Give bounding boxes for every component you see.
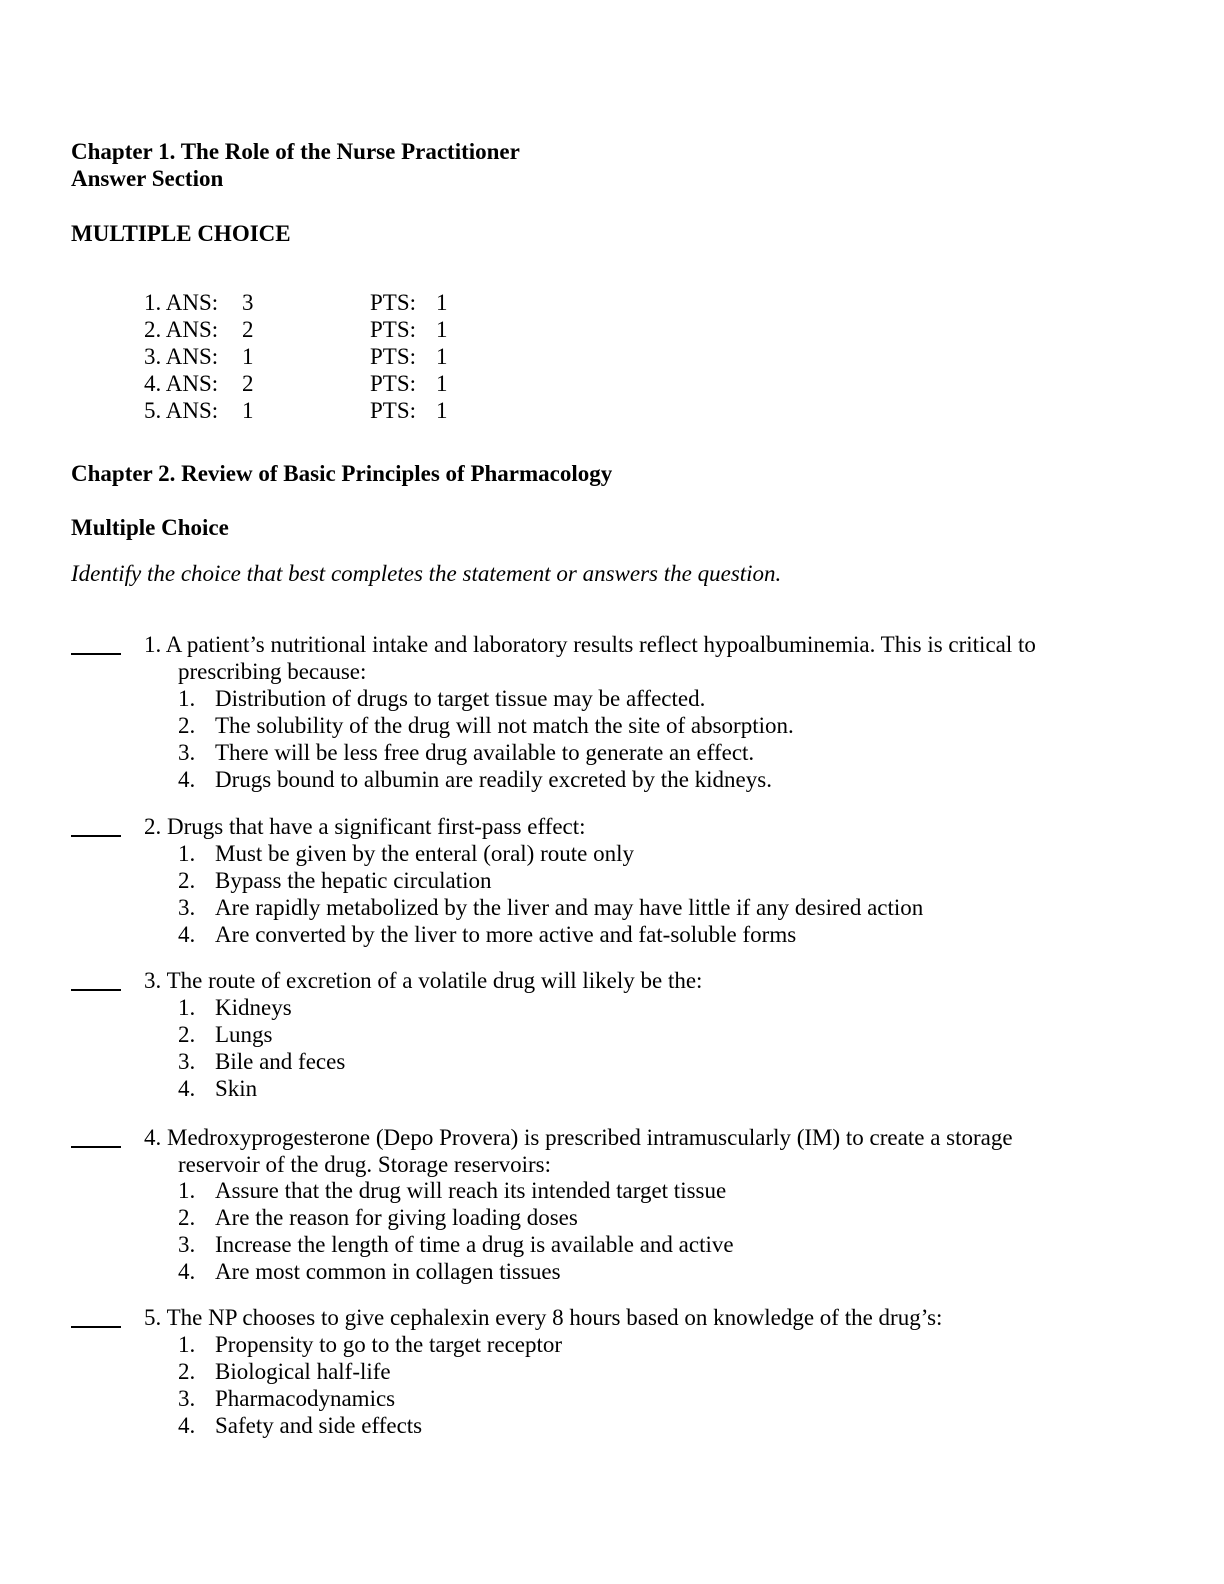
chapter2-section-heading: Multiple Choice: [71, 515, 229, 540]
option-number: 4.: [178, 767, 196, 792]
answer-value: 1: [242, 344, 254, 369]
answer-blank[interactable]: [71, 653, 121, 655]
answer-section-heading: Answer Section: [71, 166, 224, 191]
chapter1-section-heading: MULTIPLE CHOICE: [71, 221, 291, 246]
option-number: 1.: [178, 1178, 196, 1203]
question-stem-line1: 5. The NP chooses to give cephalexin every 8 hours based on knowledge of the drug’s:: [144, 1305, 943, 1330]
option-text: Biological half-life: [215, 1359, 391, 1384]
option-text: Must be given by the enteral (oral) route only: [215, 841, 634, 866]
option-text: Skin: [215, 1076, 258, 1101]
option-number: 2.: [178, 868, 196, 893]
option-text: Drugs bound to albumin are readily excreted by the kidneys.: [215, 767, 772, 792]
answer-value: 2: [242, 371, 254, 396]
option-text: Lungs: [215, 1022, 273, 1047]
points-label: PTS:: [370, 371, 417, 396]
option-number: 3.: [178, 1049, 196, 1074]
option-text: There will be less free drug available to generate an effect.: [215, 740, 755, 765]
option-text: Are rapidly metabolized by the liver and may have little if any desired action: [215, 895, 924, 920]
answer-number: 5. ANS:: [144, 398, 219, 423]
option-number: 4.: [178, 1413, 196, 1438]
option-number: 1.: [178, 1332, 196, 1357]
answer-blank[interactable]: [71, 989, 121, 991]
points-label: PTS:: [370, 344, 417, 369]
answer-number: 4. ANS:: [144, 371, 219, 396]
option-number: 1.: [178, 841, 196, 866]
points-label: PTS:: [370, 317, 417, 342]
points-value: 1: [436, 398, 448, 423]
option-text: Propensity to go to the target receptor: [215, 1332, 563, 1357]
question-stem-line2: reservoir of the drug. Storage reservoirs:: [178, 1152, 551, 1177]
answer-number: 3. ANS:: [144, 344, 219, 369]
points-value: 1: [436, 344, 448, 369]
option-number: 1.: [178, 995, 196, 1020]
answer-row: [144, 289, 464, 316]
option-text: Increase the length of time a drug is available and active: [215, 1232, 734, 1257]
option-text: The solubility of the drug will not match the site of absorption.: [215, 713, 794, 738]
option-number: 4.: [178, 922, 196, 947]
option-number: 4.: [178, 1076, 196, 1101]
option-number: 2.: [178, 1359, 196, 1384]
question-stem-line1: 4. Medroxyprogesterone (Depo Provera) is prescribed intramuscularly (IM) to create a storage: [144, 1125, 1013, 1150]
option-number: 2.: [178, 1205, 196, 1230]
option-number: 3.: [178, 1386, 196, 1411]
answer-blank[interactable]: [71, 835, 121, 837]
answer-row: [144, 343, 464, 370]
answer-row: [144, 397, 464, 424]
option-number: 4.: [178, 1259, 196, 1284]
option-text: Kidneys: [215, 995, 292, 1020]
instructions: Identify the choice that best completes the statement or answers the question.: [71, 561, 782, 586]
answer-blank[interactable]: [71, 1146, 121, 1148]
question-stem-line1: 1. A patient’s nutritional intake and laboratory results reflect hypoalbuminemia. This is critical to: [144, 632, 1036, 657]
question-stem: [144, 813, 1104, 840]
answer-number: 1. ANS:: [144, 290, 219, 315]
chapter2-title: Chapter 2. Review of Basic Principles of Pharmacology: [71, 461, 613, 486]
question-stem-line1: 2. Drugs that have a significant first-pass effect:: [144, 814, 586, 839]
chapter1-title: Chapter 1. The Role of the Nurse Practitioner: [71, 139, 520, 164]
answer-row: [144, 316, 464, 343]
option-number: 3.: [178, 895, 196, 920]
option-number: 2.: [178, 1022, 196, 1047]
option-text: Are the reason for giving loading doses: [215, 1205, 578, 1230]
points-value: 1: [436, 371, 448, 396]
option-text: Bypass the hepatic circulation: [215, 868, 492, 893]
points-value: 1: [436, 290, 448, 315]
question-stem: [144, 967, 1104, 994]
option-number: 3.: [178, 740, 196, 765]
answer-row: [144, 370, 464, 397]
answer-number: 2. ANS:: [144, 317, 219, 342]
option-text: Assure that the drug will reach its intended target tissue: [215, 1178, 727, 1203]
question-stem-line1: 3. The route of excretion of a volatile drug will likely be the:: [144, 968, 703, 993]
question-stem: [144, 1124, 1104, 1178]
answer-value: 3: [242, 290, 254, 315]
option-text: Are converted by the liver to more active and fat-soluble forms: [215, 922, 797, 947]
points-value: 1: [436, 317, 448, 342]
answer-value: 1: [242, 398, 254, 423]
points-label: PTS:: [370, 398, 417, 423]
option-text: Are most common in collagen tissues: [215, 1259, 561, 1284]
question-stem: [144, 631, 1104, 685]
question-stem-line2: prescribing because:: [178, 659, 367, 684]
answer-blank[interactable]: [71, 1326, 121, 1328]
option-text: Distribution of drugs to target tissue may be affected.: [215, 686, 706, 711]
points-label: PTS:: [370, 290, 417, 315]
option-number: 1.: [178, 686, 196, 711]
option-number: 2.: [178, 713, 196, 738]
question-stem: [144, 1304, 1104, 1331]
option-number: 3.: [178, 1232, 196, 1257]
option-text: Bile and feces: [215, 1049, 346, 1074]
option-text: Pharmacodynamics: [215, 1386, 396, 1411]
answer-value: 2: [242, 317, 254, 342]
option-text: Safety and side effects: [215, 1413, 423, 1438]
